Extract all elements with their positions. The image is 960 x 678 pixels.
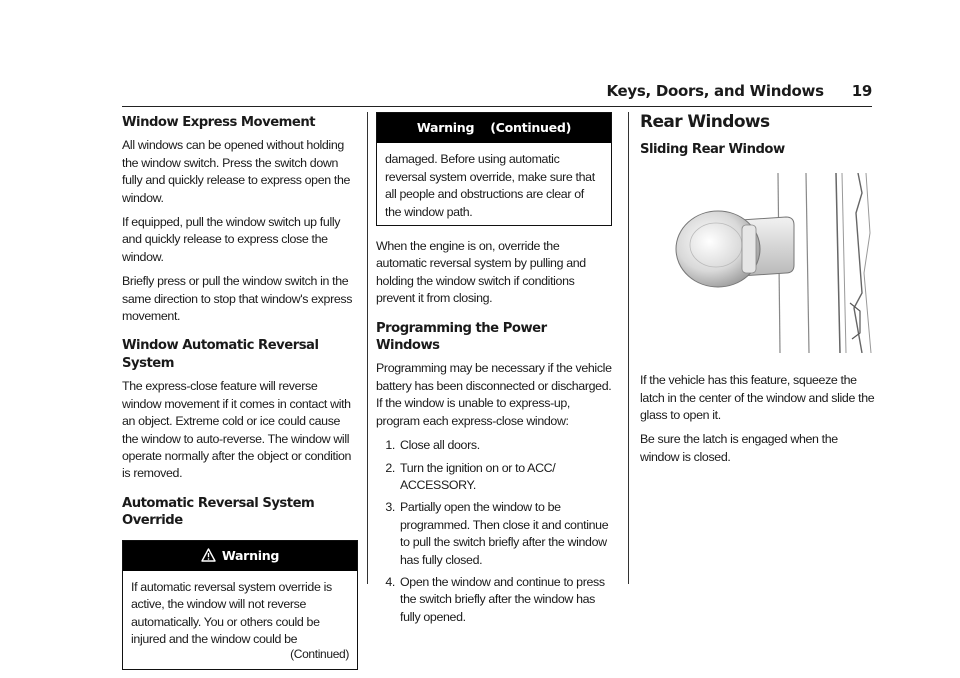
warning-continued-suffix: (Continued) [490,120,572,135]
express-movement-heading: Window Express Movement [122,115,316,130]
warning-body [123,571,357,669]
step-item: 1. Close all doors. [385,438,480,453]
programming-paragraph: Programming may be necessary if the vehicle battery has been disconnected or discharged. If the window is unable to express-up, program each express-close window: [376,361,612,428]
sliding-window-paragraph-1: If the vehicle has this feature, squeeze the latch in the center of the window and slide the glass to open it. [640,373,875,423]
rear-windows-heading: Rear Windows [640,112,770,132]
running-header [606,82,872,100]
header-rule [122,106,872,107]
override-paragraph: When the engine is on, override the automatic reversal system by pulling and holding the window switch if conditions prevent it from closing. [376,239,586,306]
step-item: 3. Partially open the window to be programmed. Then close it and continue to pull the switch briefly after the window has fully closed. [385,500,609,567]
continued-label: (Continued) [290,646,349,661]
warning-header [123,541,357,571]
column-2 [376,112,612,631]
column-1 [122,114,358,678]
warning-continued-box [376,112,612,226]
override-heading: Automatic Reversal System Override [122,495,315,529]
column-divider-1 [367,112,368,584]
warning-triangle-icon [201,548,216,562]
warning-label: Warning [221,547,280,563]
column-divider-2 [628,112,629,584]
express-paragraph-3: Briefly press or pull the window switch in the same direction to stop that window's express movement. [122,274,353,324]
programming-steps [376,437,612,626]
auto-reversal-paragraph: The express-close feature will reverse window movement if it comes in contact with an object. Extreme cold or ice could cause the window to auto-reverse. The window will operate normally after the object or condition is removed. [122,379,352,481]
warning-continued-label: Warning [416,120,475,135]
sliding-window-heading: Sliding Rear Window [640,142,785,158]
sliding-window-paragraph-2: Be sure the latch is engaged when the window is closed. [640,432,838,464]
section-title: Keys, Doors, and Windows [606,82,824,100]
auto-reversal-heading: Window Automatic Reversal System [122,338,319,371]
warning-box [122,540,358,670]
warning-continued-body: damaged. Before using automatic reversal system override, make sure that all people and obstructions are clear of the window path. [385,152,595,219]
express-paragraph-2: If equipped, pull the window switch up fully and quickly release to express close the window. [122,215,341,264]
page-number: 19 [851,82,872,100]
column-3 [640,114,880,473]
programming-heading: Programming the Power Windows [376,320,547,354]
express-paragraph-1: All windows can be opened without holding the window switch. Press the switch down fully and quickly release to express open the window. [122,138,351,205]
step-item: 4. Open the window and continue to press the switch briefly after the window has fully opened. [385,574,605,624]
sliding-window-latch-illustration [666,173,876,353]
warning-text: If automatic reversal system override is active, the window will not reverse automatically. You or others could be injured and the window could be [131,579,332,647]
step-item: 2. Turn the ignition on or to ACC/ ACCESSORY. [385,460,556,492]
warning-continued-header [377,113,611,143]
